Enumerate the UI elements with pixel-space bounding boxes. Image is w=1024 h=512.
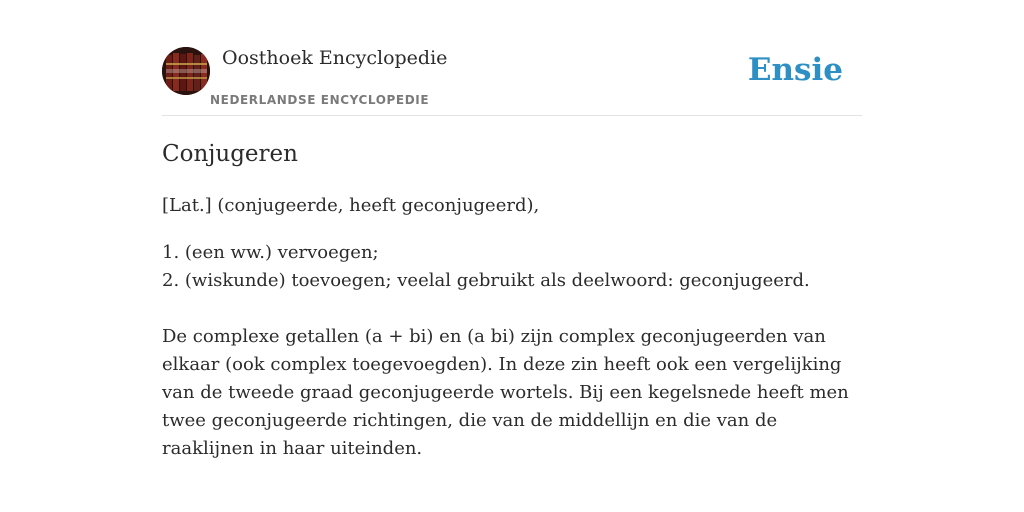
encyclopedia-books-icon[interactable] — [162, 47, 210, 95]
definition-list — [162, 239, 810, 295]
page-container — [162, 46, 862, 459]
brand-logo[interactable]: Ensie — [747, 52, 843, 88]
source-subtitle: NEDERLANDSE ENCYCLOPEDIE — [210, 93, 430, 107]
definition-item: 1. (een ww.) vervoegen; — [162, 242, 379, 263]
page-header — [162, 46, 862, 116]
source-title[interactable]: Oosthoek Encyclopedie — [222, 47, 448, 69]
entry-etymology: [Lat.] (conjugeerde, heeft geconjugeerd), — [162, 195, 540, 216]
entry-paragraph: De complexe getallen (a + bi) en (a bi) zijn complex geconjugeerden van elkaar (ook complex toegevoegden). In deze zin heeft ook een vergelijking van de tweede graad geconjugeerde wortels. Bij een kegelsnede heeft men twee geconjugeerde richtingen, die van de middellijn en die van de raaklijnen in haar uiteinden. — [162, 326, 849, 459]
definition-item: 2. (wiskunde) toevoegen; veelal gebruikt als deelwoord: geconjugeerd. — [162, 270, 810, 291]
entry-title: Conjugeren — [162, 141, 298, 167]
